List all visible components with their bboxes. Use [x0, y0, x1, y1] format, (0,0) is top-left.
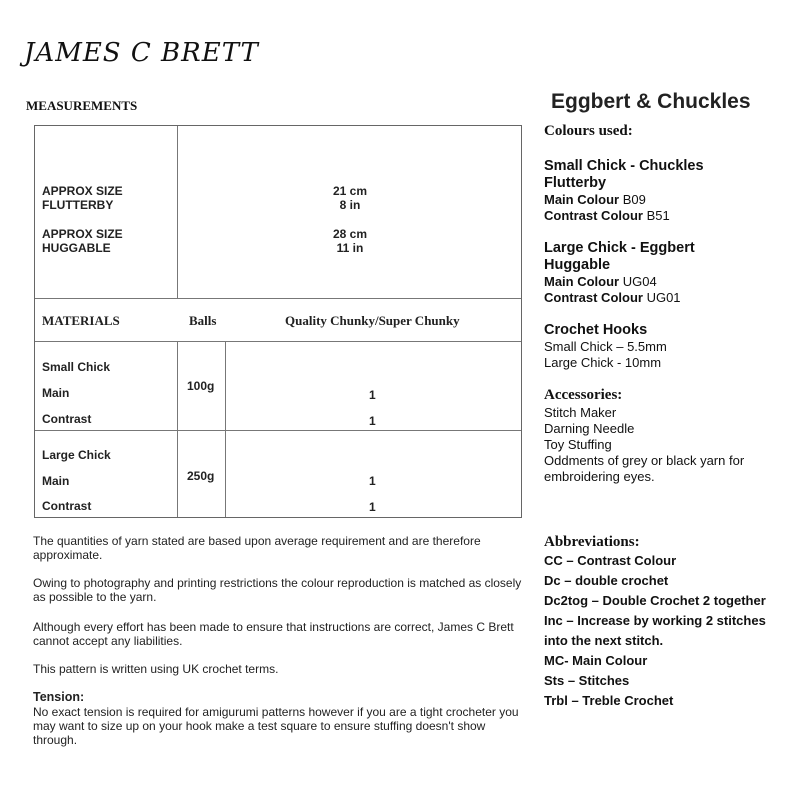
accessory-item: Oddments of grey or black yarn for: [544, 453, 745, 468]
small-main-label: Main: [42, 386, 70, 400]
crochet-hooks: Crochet Hooks Small Chick – 5.5mm Large Chick - 10mm: [544, 322, 667, 370]
abbreviation-item: into the next stitch.: [544, 633, 664, 648]
quality-header: Quality Chunky/Super Chunky: [285, 313, 460, 328]
size-huggable-label: APPROX SIZE HUGGABLE: [42, 227, 123, 255]
measurements-heading: MEASUREMENTS: [26, 98, 138, 113]
size-huggable-value: 28 cm 11 in: [332, 227, 368, 255]
tension-text: No exact tension is required for amigurumi patterns however if you are a tight crocheter you may want to size up on your hook make a test square to ensure stuffing doesn't show through.: [33, 705, 519, 747]
note-quantities: The quantities of yarn stated are based upon average requirement and are therefore approximate.: [33, 534, 481, 562]
abbreviation-item: Dc – double crochet: [544, 573, 669, 588]
small-weight: 100g: [187, 379, 215, 393]
size-flutterby-label: APPROX SIZE FLUTTERBY: [42, 184, 123, 212]
large-main-qty: 1: [369, 474, 376, 488]
large-weight: 250g: [187, 469, 215, 483]
abbreviation-item: CC – Contrast Colour: [544, 553, 677, 568]
balls-header: Balls: [189, 313, 217, 328]
large-chick-colours: Large Chick - Eggbert Huggable Main Colour UG04 Contrast Colour UG01: [544, 240, 695, 305]
tension-heading: Tension:: [33, 690, 85, 704]
abbreviation-item: MC- Main Colour: [544, 653, 648, 668]
accessory-item: embroidering eyes.: [544, 469, 655, 484]
materials-header: MATERIALS: [42, 313, 120, 328]
brand-logo: JAMES C BRETT: [24, 38, 259, 68]
small-main-qty: 1: [369, 388, 376, 402]
accessory-item: Stitch Maker: [544, 405, 617, 420]
abbreviations-list: [544, 551, 766, 711]
abbreviation-item: Sts – Stitches: [544, 673, 630, 688]
abbreviation-item: Inc – Increase by working 2 stitches: [544, 613, 766, 628]
large-contrast-label: Contrast: [42, 499, 92, 513]
size-flutterby-value: 21 cm 8 in: [332, 184, 368, 212]
note-photography: Owing to photography and printing restrictions the colour reproduction is matched as closely as possible to the yarn.: [33, 576, 522, 604]
colours-heading: Colours used:: [544, 123, 633, 139]
note-liability: Although every effort has been made to ensure that instructions are correct, James C Brett cannot accept any liabilities.: [33, 620, 514, 648]
abbreviation-item: Trbl – Treble Crochet: [544, 693, 674, 708]
small-chick-colours: Small Chick - Chuckles Flutterby Main Colour B09 Contrast Colour B51: [544, 158, 704, 223]
accessory-item: Darning Needle: [544, 421, 635, 436]
small-chick-label: Small Chick: [42, 360, 111, 374]
accessories-heading: Accessories:: [544, 387, 623, 403]
abbreviation-item: Dc2tog – Double Crochet 2 together: [544, 593, 766, 608]
small-contrast-label: Contrast: [42, 412, 92, 426]
note-uk-terms: This pattern is written using UK crochet terms.: [33, 662, 279, 676]
small-contrast-qty: 1: [369, 414, 376, 428]
measurements-table: [34, 125, 522, 518]
large-chick-label: Large Chick: [42, 448, 111, 462]
abbreviations-heading: Abbreviations:: [544, 534, 640, 550]
large-main-label: Main: [42, 474, 70, 488]
pattern-title: Eggbert & Chuckles: [551, 90, 751, 113]
accessories-list: [544, 405, 744, 485]
accessory-item: Toy Stuffing: [544, 437, 612, 452]
large-contrast-qty: 1: [369, 500, 376, 514]
